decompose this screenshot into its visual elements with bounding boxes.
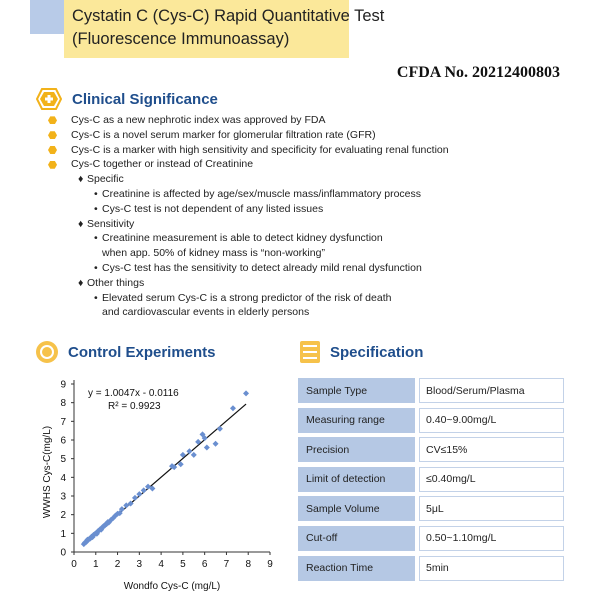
spec-row	[298, 467, 564, 492]
spec-row	[298, 526, 564, 551]
spec-key: Sample Type	[298, 378, 415, 403]
y-tick-label: 7	[60, 416, 66, 428]
clinical-point: Cys-C is a marker with high sensitivity and specificity for evaluating renal function	[48, 143, 449, 158]
x-tick-label: 7	[223, 559, 230, 570]
x-tick-label: 6	[201, 559, 208, 570]
clinical-section-header	[36, 88, 218, 110]
spec-value: 5μL	[419, 496, 564, 521]
control-heading: Control Experiments	[68, 343, 216, 361]
x-tick-label: 2	[114, 559, 121, 570]
spec-row	[298, 437, 564, 462]
spec-section-header	[300, 341, 423, 363]
diamond-bullet-icon: ♦	[78, 217, 84, 230]
spec-table	[298, 378, 564, 585]
data-point	[213, 441, 219, 447]
control-section-header	[36, 341, 216, 363]
data-point	[132, 495, 138, 501]
spec-key: Sample Volume	[298, 496, 415, 521]
cfda-number: CFDA No. 20212400803	[396, 64, 560, 81]
clinical-heading: Clinical Significance	[72, 90, 218, 108]
y-tick-label: 6	[60, 435, 66, 447]
spec-key: Precision	[298, 437, 415, 462]
sub-heading-specific: ♦ Specific	[78, 173, 124, 186]
x-tick-label: 0	[71, 559, 77, 570]
r-squared-label: R² = 0.9923	[108, 401, 161, 412]
data-point	[243, 390, 249, 396]
data-point	[191, 452, 197, 458]
spec-value: Blood/Serum/Plasma	[419, 378, 564, 403]
hex-bullet-icon	[48, 161, 57, 169]
y-axis-label: WWHS Cys-C(mg/L)	[42, 425, 53, 519]
clinical-point: Cys-C is a novel serum marker for glomerular filtration rate (GFR)	[48, 128, 449, 143]
diamond-bullet-icon: ♦	[78, 276, 84, 289]
page-title-line-1: Cystatin C (Cys-C) Rapid Quantitative Test	[72, 7, 385, 25]
data-point	[136, 491, 142, 497]
data-point	[230, 405, 236, 411]
x-tick-label: 5	[180, 559, 186, 570]
spec-row	[298, 496, 564, 521]
hex-bullet-icon	[48, 116, 57, 124]
sub-heading-sensitivity: ♦ Sensitivity	[78, 217, 135, 230]
title-box	[64, 0, 385, 58]
hex-bullet-icon	[48, 131, 57, 139]
document-icon	[300, 341, 320, 363]
spec-value: 0.40~9.00mg/L	[419, 408, 564, 433]
y-tick-label: 1	[60, 528, 66, 540]
spec-key: Reaction Time	[298, 556, 415, 581]
sub-item: • Creatinine measurement is able to detect kidney dysfunction	[94, 232, 383, 245]
spec-key: Cut-off	[298, 526, 415, 551]
sub-item: • Creatinine is affected by age/sex/muscle mass/inflammatory process	[94, 187, 422, 200]
spec-row	[298, 378, 564, 403]
scatter-chart	[40, 372, 285, 594]
accent-square	[30, 0, 64, 34]
data-point	[141, 487, 147, 493]
spec-value: 5min	[419, 556, 564, 581]
data-point	[186, 448, 192, 454]
y-tick-label: 8	[60, 398, 66, 410]
spec-row	[298, 556, 564, 581]
spec-value: ≤0.40mg/L	[419, 467, 564, 492]
spec-value: CV≤15%	[419, 437, 564, 462]
x-tick-label: 8	[245, 559, 252, 570]
y-tick-label: 3	[60, 491, 66, 503]
x-tick-label: 4	[158, 559, 164, 570]
data-point	[204, 444, 210, 450]
y-tick-label: 5	[60, 454, 66, 466]
spec-row	[298, 408, 564, 433]
x-axis-label: Wondfo Cys-C (mg/L)	[123, 581, 221, 592]
y-tick-label: 0	[60, 547, 66, 559]
sub-item: • Cys-C test has the sensitivity to detect already mild renal dysfunction	[94, 261, 422, 274]
page-title-line-2: (Fluorescence Immunoassay)	[72, 30, 290, 48]
equation-label: y = 1.0047x - 0.0116	[88, 388, 179, 399]
hex-bullet-icon	[48, 146, 57, 154]
spec-value: 0.50~1.10mg/L	[419, 526, 564, 551]
diamond-bullet-icon: ♦	[78, 173, 84, 186]
clinical-point: Cys-C together or instead of Creatinine	[48, 157, 449, 172]
clinical-point: Cys-C as a new nephrotic index was approved by FDA	[48, 113, 449, 128]
spec-key: Measuring range	[298, 408, 415, 433]
y-tick-label: 9	[60, 379, 66, 391]
y-tick-label: 4	[60, 472, 66, 484]
sub-item-continuation: and cardiovascular events in elderly persons	[102, 306, 310, 319]
spec-key: Limit of detection	[298, 467, 415, 492]
clinical-bullets	[48, 113, 449, 320]
sub-heading-other: ♦ Other things	[78, 276, 145, 289]
x-tick-label: 3	[136, 559, 143, 570]
sub-item-continuation: when app. 50% of kidney mass is “non-working”	[102, 247, 325, 260]
data-point	[217, 426, 223, 432]
hexagon-icon	[36, 88, 62, 110]
x-tick-label: 1	[92, 559, 99, 570]
x-tick-label: 9	[267, 559, 273, 570]
sub-item: • Elevated serum Cys-C is a strong predictor of the risk of death	[94, 291, 392, 304]
spec-heading: Specification	[330, 343, 424, 361]
y-tick-label: 2	[60, 510, 66, 522]
circle-icon	[36, 341, 58, 363]
sub-item: • Cys-C test is not dependent of any listed issues	[94, 202, 324, 215]
